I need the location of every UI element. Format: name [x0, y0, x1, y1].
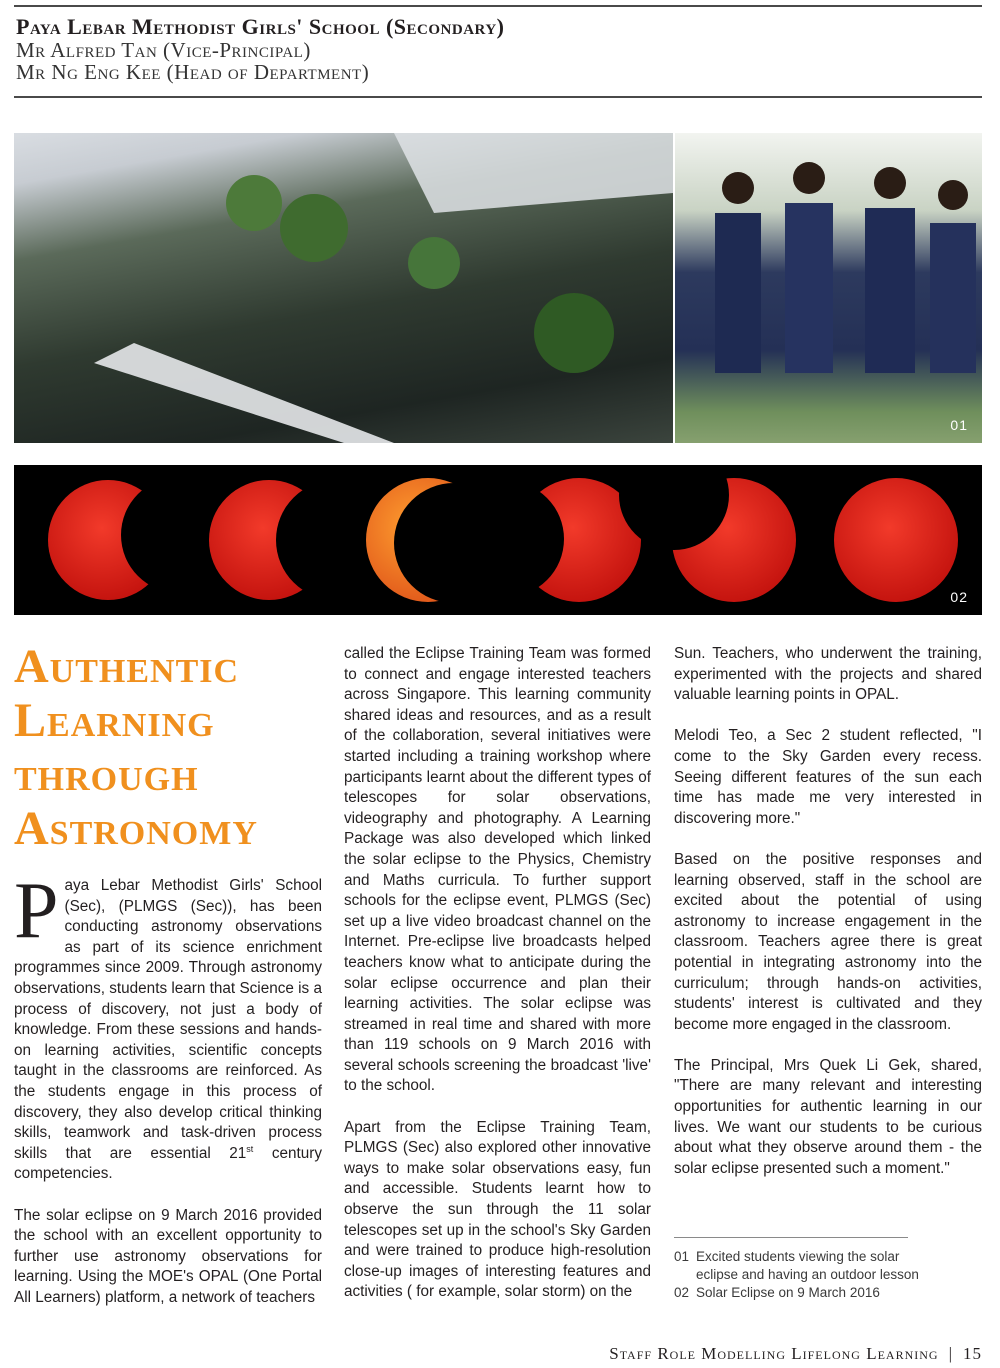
body-paragraph: Based on the positive responses and learning observed, staff in the school are excited about the potential of using astronomy to increase engagement in the classroom. Teachers agree there is great potential in integrating astronomy into the curriculum; through hands-on activities, students' interest is cultivated and they become more engaged in the classroom.	[674, 850, 982, 1033]
students-crowd-photo	[14, 133, 673, 443]
caption-text: Excited students viewing the solar	[696, 1249, 900, 1264]
intro-text-end: century competencies.	[14, 1144, 322, 1183]
school-name: Paya Lebar Methodist Girls' School (Secondary)	[16, 14, 505, 39]
title-line-4: Astronomy	[14, 802, 258, 855]
drop-cap: P	[14, 867, 59, 955]
title-line-3: through	[14, 748, 199, 801]
author-head-of-department: Mr Ng Eng Kee (Head of Department)	[16, 60, 370, 84]
caption-number: 01	[674, 1249, 690, 1264]
body-paragraph: Sun. Teachers, who underwent the training, experimented with the projects and shared valuable learning points in OPAL.	[674, 645, 982, 704]
article-column-2	[344, 644, 651, 1324]
body-paragraph: Apart from the Eclipse Training Team, PLMGS (Sec) also explored other innovative ways to make solar observations easy, fun and accessible. Students learnt how to observe the sun through the 11 solar telescopes set up in the school's Sky Garden and were trained to produce high-resolution close-up images of interesting features and activities ( for example, solar storm) on the	[344, 1118, 651, 1301]
ordinal-suffix: st	[246, 1143, 254, 1154]
eclipse-phase-5	[619, 465, 796, 602]
eclipse-phase-6	[834, 478, 958, 602]
caption-text-line-2: eclipse and having an outdoor lesson	[696, 1267, 919, 1282]
photo-caption-2	[674, 1284, 880, 1302]
title-line-1: Authentic	[14, 640, 240, 693]
photo-caption-1	[674, 1248, 934, 1284]
article-column-3	[674, 644, 982, 1200]
page-footer	[609, 1344, 982, 1364]
title-line-2: Learning	[14, 694, 215, 747]
photo-number-badge: 01	[950, 417, 968, 433]
eclipse-phase-1	[48, 477, 237, 600]
eclipse-phases-graphic	[14, 465, 982, 615]
intro-text: aya Lebar Methodist Girls' School (Sec), (PLMGS (Sec)), has been conducting astronomy observations as part of its science enrichment programmes since 2009. Through astronomy observations, students learn that Science is a process of discovery, not just a body of knowledge. From these sessions and hands-on learning activities, scientific concepts taught in the classrooms are reinforced. As the students engage in this process of discovery, they also develop critical thinking skills, teamwork and task-driven process skills that are essential 21	[14, 877, 322, 1162]
top-rule	[14, 5, 982, 7]
eclipse-phase-4	[448, 478, 641, 602]
article-column-1	[14, 867, 322, 1329]
students-eclipse-glasses-photo	[675, 133, 982, 443]
eclipse-sequence-photo	[14, 465, 982, 615]
article-title	[14, 640, 324, 856]
body-paragraph: called the Eclipse Training Team was formed to connect and engage interested teachers across Singapore. This learning community shared ideas and resources, and as a result of the collaboration, several initiatives were started including a training workshop where participants learnt about the different types of telescopes for solar observations, videography and photography. A Learning Package was also developed which linked the solar eclipse to the Physics, Chemistry and Maths curricula. To further support schools for the eclipse event, PLMGS (Sec) set up a live video broadcast channel on the Internet. Pre-eclipse live broadcasts helped teachers know what to anticipate during the solar eclipse occurrence and plan their learning activities. The solar eclipse was streamed in real time and shared with more than 119 schools on 9 March 2016 with several schools screening the broadcast 'live' to the school.	[344, 645, 651, 1095]
author-vice-principal: Mr Alfred Tan (Vice-Principal)	[16, 38, 311, 62]
page-number: 15	[963, 1344, 982, 1363]
principal-quote-paragraph: The Principal, Mrs Quek Li Gek, shared, "There are many relevant and interesting opportunities for authentic learning in our lives. We want our students to be curious about what they observe around them - the solar eclipse presented such a moment."	[674, 1056, 982, 1177]
footer-separator: |	[948, 1344, 953, 1363]
caption-number: 02	[674, 1285, 690, 1300]
caption-text: Solar Eclipse on 9 March 2016	[696, 1285, 880, 1300]
footer-section-title: Staff Role Modelling Lifelong Learning	[609, 1344, 939, 1363]
header-rule	[14, 96, 982, 98]
student-quote-paragraph: Melodi Teo, a Sec 2 student reflected, "I come to the Sky Garden every recess. Seeing different features of the sun each time has made me very interested in discovering more."	[674, 727, 982, 827]
girls-photo-graphic	[675, 133, 982, 443]
caption-rule	[674, 1237, 908, 1238]
body-paragraph: The solar eclipse on 9 March 2016 provided the school with an excellent opportunity to further use astronomy observations for learning. Using the MOE's OPAL (One Portal All Learners) platform, a network of teachers	[14, 1206, 322, 1306]
crowd-photo-graphic	[14, 133, 673, 443]
intro-paragraph	[14, 867, 322, 1185]
photo-number-badge: 02	[950, 589, 968, 605]
